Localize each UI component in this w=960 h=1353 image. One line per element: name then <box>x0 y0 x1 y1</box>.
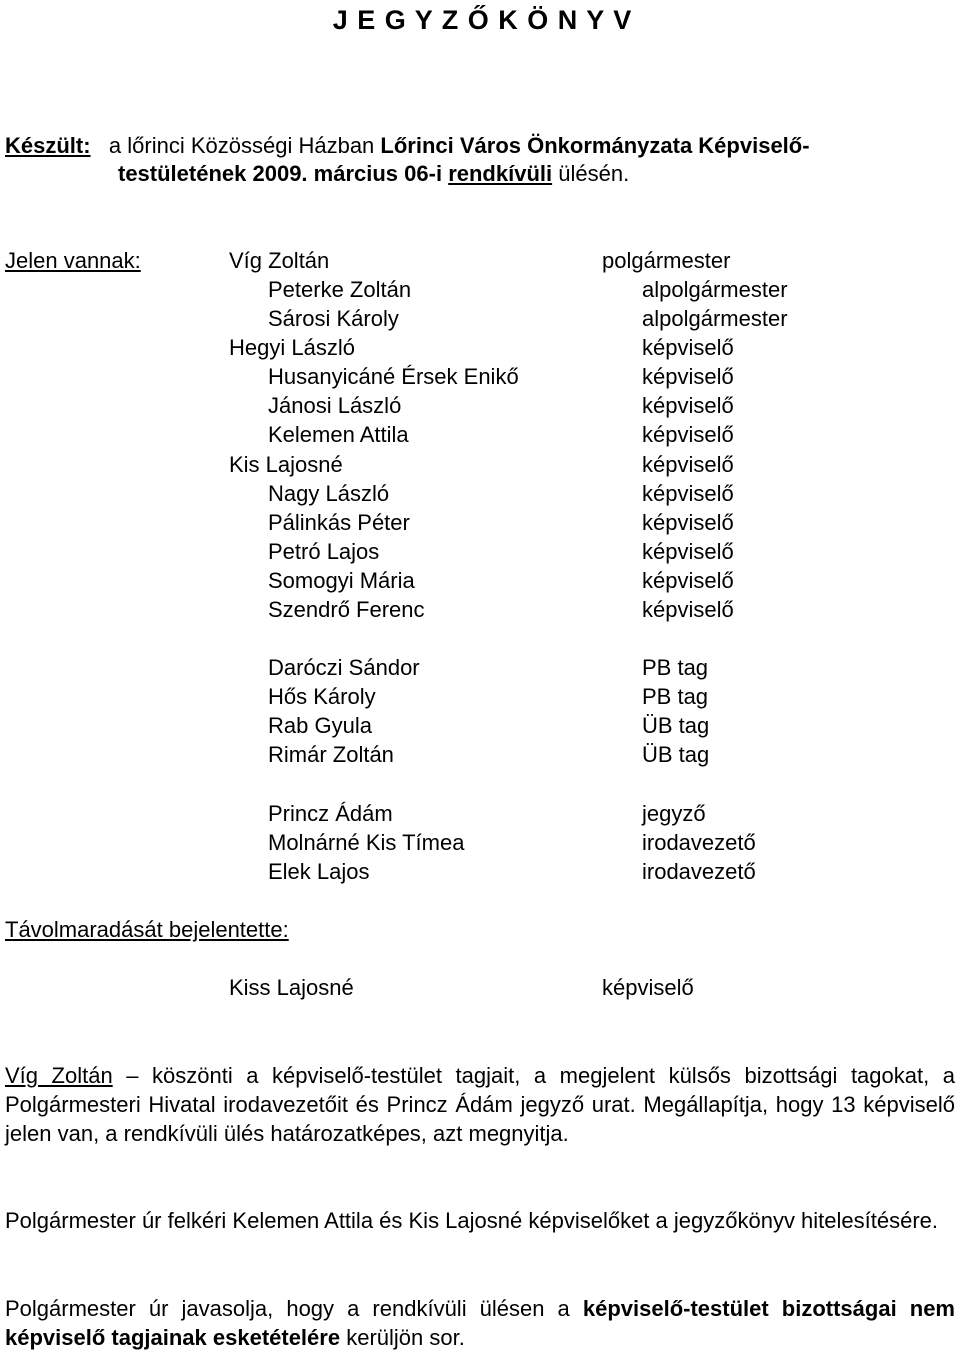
absent-role: képviselő <box>602 975 694 1000</box>
attendee-role: PB tag <box>642 655 709 680</box>
intro-label: Készült: <box>5 133 91 158</box>
paragraph-oath-end: kerüljön sor. <box>340 1325 465 1350</box>
attendee-name: Víg Zoltán <box>229 248 330 273</box>
attendee-role: irodavezető <box>642 830 756 855</box>
attendee-role: alpolgármester <box>642 277 788 302</box>
attendee-name: Rimár Zoltán <box>268 742 394 767</box>
paragraph-opening-text: – köszönti a képviselő-testület tagjait, a megjelent külsős bizottsági tagokat, a Polgármesteri Hivatal irodavezetőit és Princz Ádám jegyző urat. Megállapítja, hogy 13 képviselő jelen van, a rendkívüli ülés határozatképes, azt megnyitja. <box>5 1063 955 1146</box>
attendee-name: Nagy László <box>268 481 390 506</box>
intro-meeting-type: rendkívüli <box>448 161 553 186</box>
attendee-role: jegyző <box>642 801 706 826</box>
intro-body-bold: Lőrinci Város Önkormányzata Képviselő- <box>380 133 810 158</box>
attendee-role: ÜB tag <box>642 742 710 767</box>
attendee-name: Peterke Zoltán <box>268 277 412 302</box>
paragraph-oath <box>5 1294 955 1352</box>
attendee-role: PB tag <box>642 684 709 709</box>
attendee-role: képviselő <box>642 452 734 477</box>
attendee-name: Kelemen Attila <box>268 422 409 447</box>
attendee-role: képviselő <box>642 364 734 389</box>
attendee-role: képviselő <box>642 510 734 535</box>
absent-label: Távolmaradását bejelentette: <box>5 917 289 942</box>
attendee-name: Sárosi Károly <box>268 306 399 331</box>
paragraph-oath-text: Polgármester úr javasolja, hogy a rendkívüli ülésen a <box>5 1296 583 1321</box>
attendee-name: Hegyi László <box>229 335 355 360</box>
attendee-name: Princz Ádám <box>268 801 393 826</box>
paragraph-authentication: Polgármester úr felkéri Kelemen Attila és Kis Lajosné képviselőket a jegyzőkönyv hitelesítésére. <box>5 1208 939 1233</box>
intro-line-2 <box>118 159 629 188</box>
paragraph-oath-bold: képviselő-testület bizottságai nem képviselő tagjainak esketételére <box>5 1296 955 1350</box>
attendee-role: képviselő <box>642 568 734 593</box>
intro-date: testületének 2009. március 06-i <box>118 161 443 186</box>
attendee-name: Somogyi Mária <box>268 568 415 593</box>
attendee-name: Daróczi Sándor <box>268 655 420 680</box>
intro-end: ülésén. <box>558 161 630 186</box>
attendee-name: Szendrő Ferenc <box>268 597 425 622</box>
attendee-role: ÜB tag <box>642 713 710 738</box>
attendee-name: Jánosi László <box>268 393 402 418</box>
attendee-role: képviselő <box>642 597 734 622</box>
intro-location: a lőrinci Közösségi Házban <box>108 133 375 158</box>
attendee-name: Rab Gyula <box>268 713 372 738</box>
attendee-name: Kis Lajosné <box>229 452 343 477</box>
attendee-role: alpolgármester <box>642 306 788 331</box>
attendee-name: Elek Lajos <box>268 859 370 884</box>
absent-name: Kiss Lajosné <box>229 975 354 1000</box>
paragraph-opening <box>5 1061 955 1148</box>
paragraph-speaker: Víg Zoltán <box>5 1063 113 1088</box>
attendees-label: Jelen vannak: <box>5 248 141 273</box>
attendee-name: Pálinkás Péter <box>268 510 410 535</box>
attendee-name: Petró Lajos <box>268 539 380 564</box>
attendee-name: Hős Károly <box>268 684 376 709</box>
attendee-role: képviselő <box>642 422 734 447</box>
attendee-role: képviselő <box>642 539 734 564</box>
document-title: J E G Y Z Ő K Ö N Y V <box>332 5 633 35</box>
attendee-role: irodavezető <box>642 859 756 884</box>
attendee-role: képviselő <box>642 393 734 418</box>
intro-line-1 <box>5 131 810 160</box>
attendee-name: Husanyicáné Érsek Enikő <box>268 364 519 389</box>
attendee-role: képviselő <box>642 335 734 360</box>
attendee-role: képviselő <box>642 481 734 506</box>
attendee-name: Molnárné Kis Tímea <box>268 830 465 855</box>
attendee-role: polgármester <box>602 248 731 273</box>
